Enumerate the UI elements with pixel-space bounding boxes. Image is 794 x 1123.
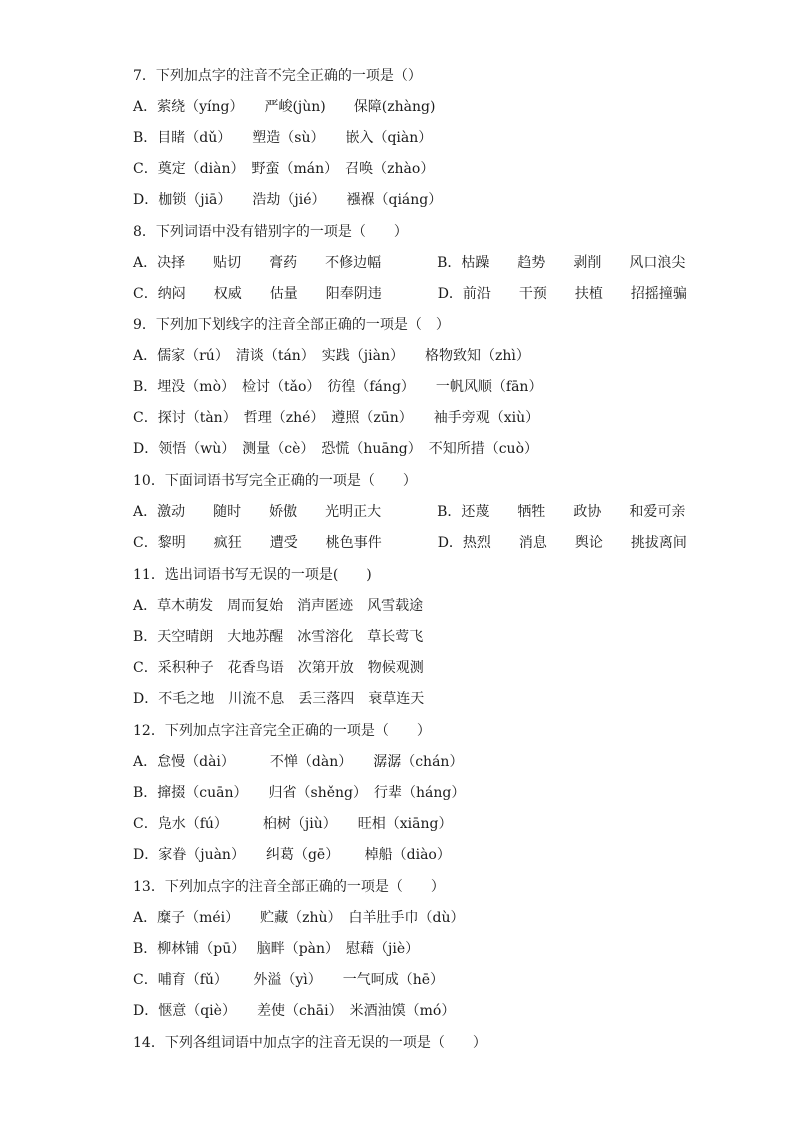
question-7-option-b: B．目睹（dǔ） 塑造（sù） 嵌入（qiàn） xyxy=(133,130,433,146)
question-11-option-c: C．采积种子 花香鸟语 次第开放 物候观测 xyxy=(133,660,424,676)
question-11-stem: 11．选出词语书写无误的一项是( ) xyxy=(133,567,372,583)
question-13-option-a: A．糜子（méi） 贮藏（zhù） 白羊肚手巾（dù） xyxy=(133,910,465,926)
question-7-stem: 7．下列加点字的注音不完全正确的一项是（） xyxy=(133,68,422,84)
question-11-option-b: B．天空晴朗 大地苏醒 冰雪溶化 草长莺飞 xyxy=(133,629,424,645)
question-9-stem: 9．下列加下划线字的注音全部正确的一项是（ ） xyxy=(133,317,450,333)
question-11-option-d: D．不毛之地 川流不息 丢三落四 衰草连天 xyxy=(133,691,425,707)
question-10-stem: 10．下面词语书写完全正确的一项是（ ） xyxy=(133,473,417,489)
question-8-options-cd: C．纳闷 权威 估量 阳奉阴违 D．前沿 干预 扶植 招摇撞骗 xyxy=(133,286,687,302)
question-12-option-b: B．撺掇（cuān） 归省（shěng） 行辈（háng） xyxy=(133,785,466,801)
question-12-stem: 12．下列加点字注音完全正确的一项是（ ） xyxy=(133,723,431,739)
question-9-option-d: D．领悟（wù） 测量（cè） 恐慌（huāng） 不知所措（cuò） xyxy=(133,441,538,457)
question-10-options-cd: C．黎明 疯狂 遭受 桃色事件 D．热烈 消息 舆论 挑拔离间 xyxy=(133,535,687,551)
question-7-option-d: D．枷锁（jiā） 浩劫（jié） 襁褓（qiáng） xyxy=(133,192,443,208)
question-12-option-d: D．家眷（juàn） 纠葛（gē） 棹船（diào） xyxy=(133,847,451,863)
question-12-option-a: A．怠慢（dài） 不惮（dàn） 潺潺（chán） xyxy=(133,754,464,770)
question-13-option-d: D．惬意（qiè） 差使（chāi） 米酒油馍（mó） xyxy=(133,1003,456,1019)
question-8-stem: 8．下列词语中没有错别字的一项是（ ） xyxy=(133,224,408,240)
question-7-option-a: A．萦绕（yíng） 严峻(jùn) 保障(zhàng) xyxy=(133,99,436,115)
question-13-option-b: B．柳林铺（pū） 脑畔（pàn） 慰藉（jiè） xyxy=(133,941,420,957)
question-9-option-c: C．探讨（tàn） 哲理（zhé） 遵照（zūn） 袖手旁观（xiù） xyxy=(133,410,540,426)
question-10-options-ab: A．激动 随时 娇傲 光明正大 B．还蔑 牺牲 政协 和爱可亲 xyxy=(133,504,686,520)
question-11-option-a: A．草木萌发 周而复始 消声匿迹 风雪载途 xyxy=(133,598,424,614)
question-12-option-c: C．凫水（fú） 桕树（jiù） 旺相（xiāng） xyxy=(133,816,453,832)
question-14-stem: 14．下列各组词语中加点字的注音无误的一项是（ ） xyxy=(133,1035,487,1051)
question-13-stem: 13．下列加点字的注音全部正确的一项是（ ） xyxy=(133,879,445,895)
question-9-option-b: B．埋没（mò） 检讨（tǎo） 彷徨（fáng） 一帆风顺（fān） xyxy=(133,379,543,395)
question-7-option-c: C．奠定（diàn） 野蛮（mán） 召唤（zhào） xyxy=(133,161,435,177)
question-8-options-ab: A．决择 贴切 膏药 不修边幅 B．枯躁 趋势 剥削 风口浪尖 xyxy=(133,255,686,271)
question-9-option-a: A．儒家（rú） 清谈（tán） 实践（jiàn） 格物致知（zhì） xyxy=(133,348,530,364)
question-13-option-c: C．哺育（fǔ） 外溢（yì） 一气呵成（hē） xyxy=(133,972,445,988)
